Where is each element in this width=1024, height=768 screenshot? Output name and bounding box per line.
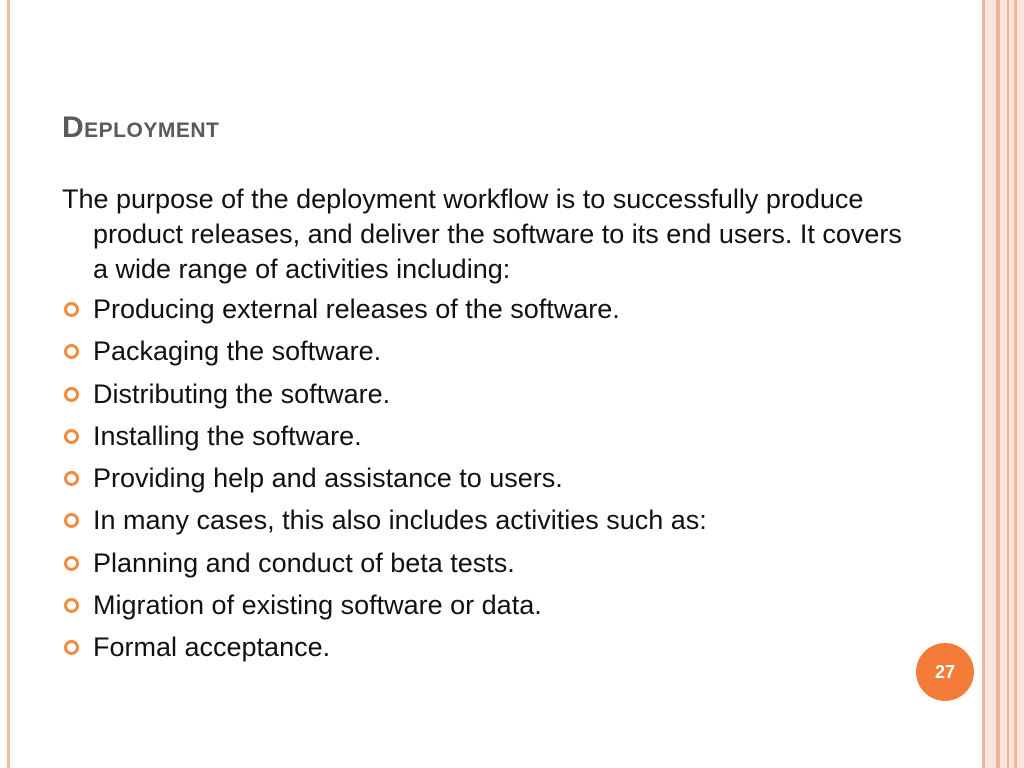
bullet-text: Packaging the software. — [93, 336, 382, 367]
frame-stripe — [982, 0, 985, 768]
bullet-text: Formal acceptance. — [93, 632, 331, 663]
page-number-badge: 27 — [916, 643, 974, 701]
bullet-text: Providing help and assistance to users. — [93, 463, 563, 494]
bullet-item — [62, 584, 922, 626]
bullet-text: Migration of existing software or data. — [93, 590, 542, 621]
bullet-list — [62, 288, 922, 669]
bullet-item — [62, 415, 922, 457]
bullet-text: Planning and conduct of beta tests. — [93, 547, 515, 578]
hollow-circle-bullet-icon — [64, 598, 79, 613]
hollow-circle-bullet-icon — [64, 302, 79, 317]
hollow-circle-bullet-icon — [64, 344, 79, 359]
intro-paragraph: The purpose of the deployment workflow is to successfully produce product releases, and deliver the software to its end users. It covers a wide range of activities including: — [62, 184, 902, 284]
bullet-text: Installing the software. — [93, 420, 362, 451]
frame-stripe — [996, 0, 1000, 768]
hollow-circle-bullet-icon — [64, 513, 79, 528]
slide-body — [62, 182, 922, 669]
bullet-item — [62, 373, 922, 415]
bullet-item — [62, 542, 922, 584]
bullet-item — [62, 330, 922, 372]
frame-stripe — [1014, 0, 1017, 768]
hollow-circle-bullet-icon — [64, 556, 79, 571]
hollow-circle-bullet-icon — [64, 471, 79, 486]
bullet-text: Distributing the software. — [93, 378, 391, 409]
hollow-circle-bullet-icon — [64, 387, 79, 402]
slide-title: Deployment — [62, 111, 220, 144]
frame-right-band — [985, 0, 1024, 768]
bullet-item — [62, 499, 922, 541]
bullet-item — [62, 626, 922, 668]
frame-left-line — [7, 0, 10, 768]
bullet-text: Producing external releases of the software. — [93, 294, 620, 324]
hollow-circle-bullet-icon — [64, 429, 79, 444]
bullet-item — [62, 288, 922, 330]
bullet-text: In many cases, this also includes activities such as: — [93, 505, 707, 536]
bullet-item — [62, 457, 922, 499]
hollow-circle-bullet-icon — [64, 640, 79, 655]
frame-stripe — [1007, 0, 1009, 768]
